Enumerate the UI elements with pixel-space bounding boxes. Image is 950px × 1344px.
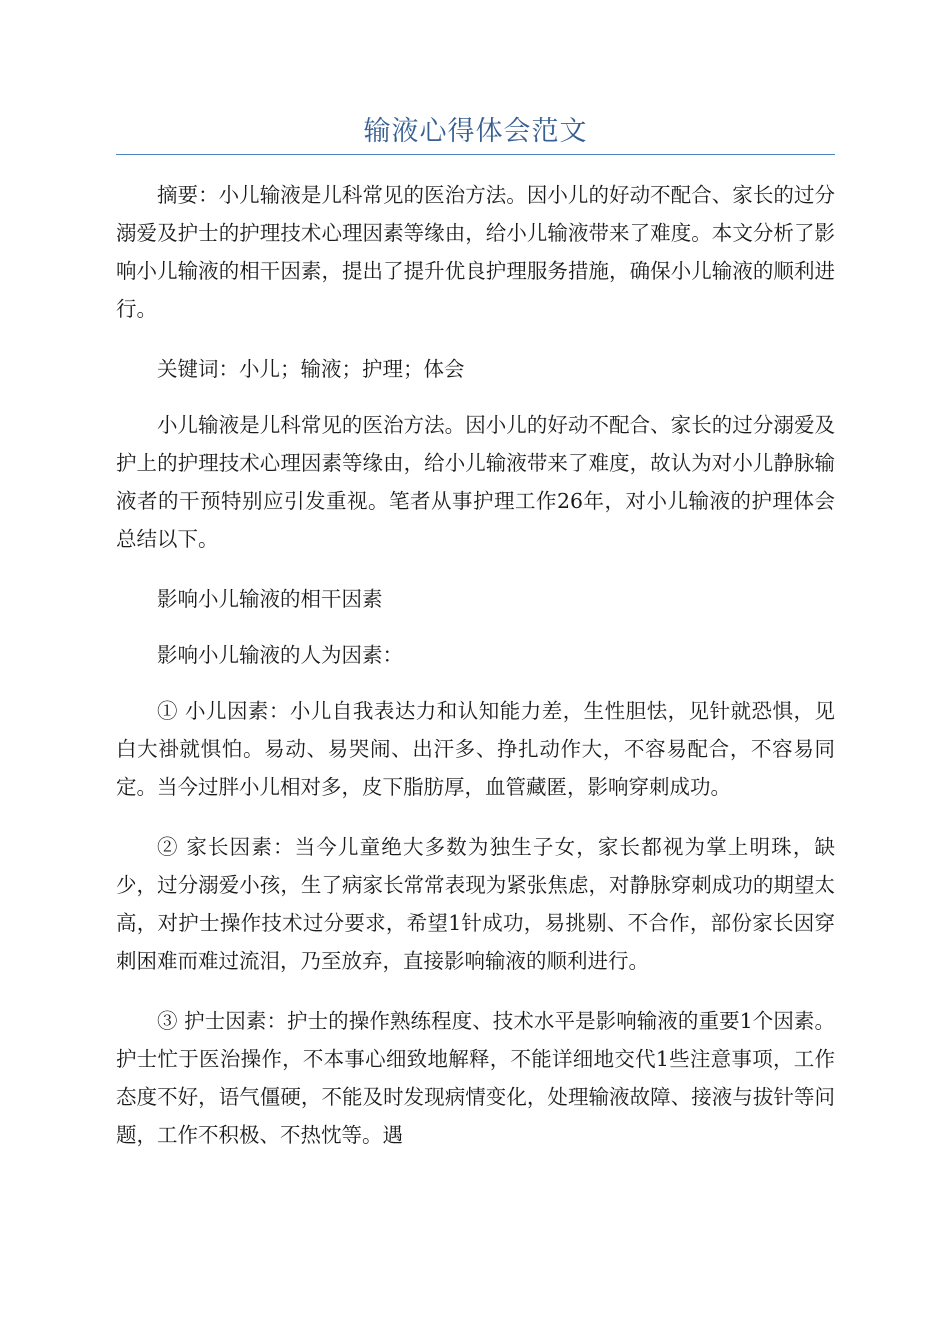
subsection-heading: 影响小儿输液的人为因素： xyxy=(157,643,403,667)
intro-paragraph: 小儿输液是儿科常见的医治方法。因小儿的好动不配合、家长的过分溺爱及护上的护理技术心理因素等缘由，给小儿输液带来了难度，故认为对小儿静脉输液者的干预特别应引发重视。笔者从事护理工作26年，对小儿输液的护理体会总结以下。 xyxy=(116,413,835,551)
parent-factor-paragraph: ② 家长因素：当今儿童绝大多数为独生子女，家长都视为掌上明珠，缺少，过分溺爱小孩，生了病家长常常表现为紧张焦虑，对静脉穿刺成功的期望太高，对护士操作技术过分要求，希望1针成功，易挑剔、不合作，部份家长因穿刺困难而难过流泪，乃至放弃，直接影响输液的顺利进行。 xyxy=(116,835,835,973)
child-factor-paragraph: ① 小儿因素：小儿自我表达力和认知能力差，生性胆怯，见针就恐惧，见白大褂就惧怕。易动、易哭闹、出汗多、挣扎动作大，不容易配合，不容易同定。当今过胖小儿相对多，皮下脂肪厚，血管藏匿，影响穿刺成功。 xyxy=(116,699,835,799)
document-body xyxy=(116,176,835,1176)
nurse-factor-paragraph: ③ 护士因素：护士的操作熟练程度、技术水平是影响输液的重要1个因素。护士忙于医治操作，不本事心细致地解释，不能详细地交代1些注意事项，工作态度不好，语气僵硬，不能及时发现病情变化，处理输液故障、接液与拔针等问题，工作不积极、不热忱等。遇 xyxy=(116,1009,835,1147)
abstract-paragraph: 摘要：小儿输液是儿科常见的医治方法。因小儿的好动不配合、家长的过分溺爱及护士的护理技术心理因素等缘由，给小儿输液带来了难度。本文分析了影响小儿输液的相干因素，提出了提升优良护理服务措施，确保小儿输液的顺利进行。 xyxy=(116,183,835,321)
title-underline xyxy=(116,154,835,155)
document-title: 输液心得体会范文 xyxy=(363,116,588,147)
keywords-paragraph: 关键词：小儿；输液；护理；体会 xyxy=(157,357,465,381)
section-heading: 影响小儿输液的相干因素 xyxy=(157,587,383,611)
